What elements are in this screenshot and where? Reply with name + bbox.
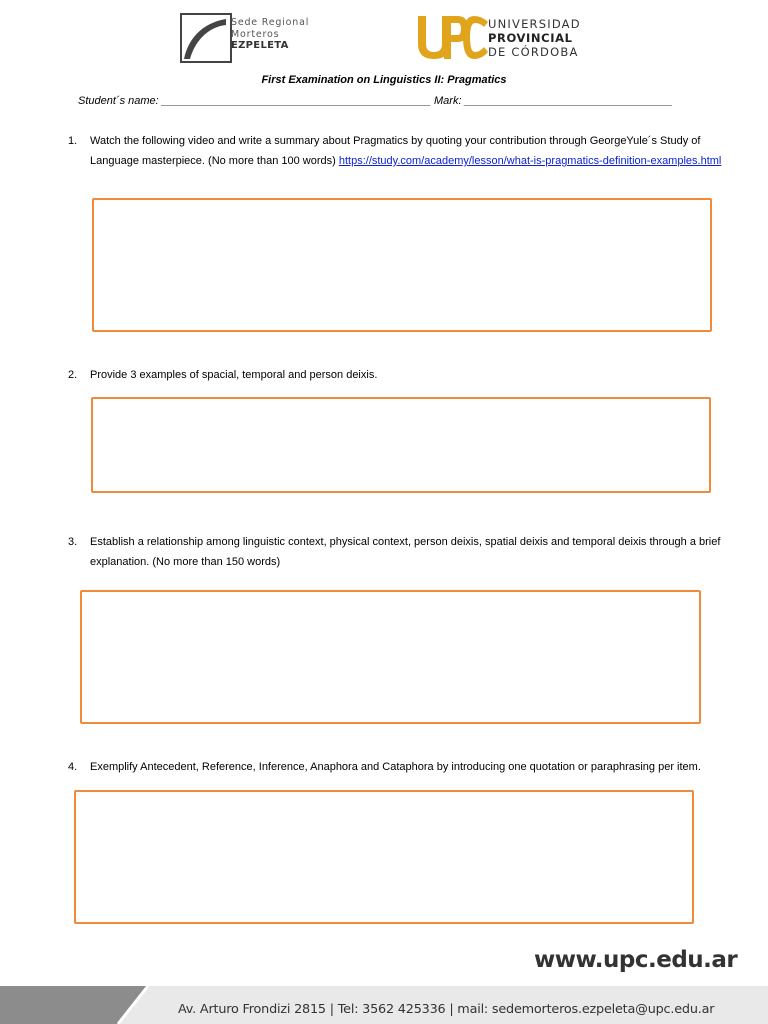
question-3 [68, 532, 728, 572]
logo-line: UNIVERSIDAD [488, 17, 581, 31]
question-4 [68, 757, 728, 777]
question-2 [68, 365, 728, 385]
logo-line: Morteros [231, 28, 280, 40]
question-number: 2. [68, 369, 78, 381]
question-text [90, 131, 728, 171]
footer-address: Av. Arturo Frondizi 2815 | Tel: 3562 425336 | mail: sedemorteros.ezpeleta@upc.edu.ar [178, 1002, 715, 1017]
logo-line: DE CÓRDOBA [488, 45, 579, 59]
answer-box-1[interactable] [92, 198, 712, 332]
question-text: Exemplify Antecedent, Reference, Inference, Anaphora and Cataphora by introducing one quotation or paraphrasing per item. [90, 761, 701, 773]
exam-title: First Examination on Linguistics II: Pragmatics [261, 74, 507, 86]
ezpeleta-logo-icon [180, 13, 232, 63]
question-text: Establish a relationship among linguistic context, physical context, person deixis, spatial deixis and temporal deixis through a brief explanation. (No more than 150 words) [90, 536, 721, 568]
answer-box-2[interactable] [91, 397, 711, 493]
question-number: 1. [68, 135, 78, 147]
logo-line: Sede Regional [231, 17, 310, 28]
upc-logo-icon [414, 14, 490, 60]
upc-logo-text [488, 17, 581, 59]
question-1 [68, 131, 728, 171]
question-text-body: Watch the following video and write a summary about Pragmatics by quoting your contribution through GeorgeYule´s Study of Language masterpiece. (No more than 100 words) [90, 135, 701, 167]
logo-line: PROVINCIAL [488, 31, 573, 45]
student-name-mark-line: Student´s name: ____________________________________________ Mark: __________________________________ [78, 95, 673, 107]
answer-box-3[interactable] [80, 590, 701, 724]
ezpeleta-logo-text [231, 17, 309, 52]
question-text: Provide 3 examples of spacial, temporal and person deixis. [90, 369, 378, 381]
footer-website: www.upc.edu.ar [534, 947, 738, 973]
question-number: 3. [68, 536, 78, 548]
video-link[interactable]: https://study.com/academy/lesson/what-is-pragmatics-definition-examples.html [338, 155, 722, 167]
question-number: 4. [68, 761, 78, 773]
answer-box-4[interactable] [74, 790, 694, 924]
logo-line: EZPELETA [231, 40, 289, 51]
